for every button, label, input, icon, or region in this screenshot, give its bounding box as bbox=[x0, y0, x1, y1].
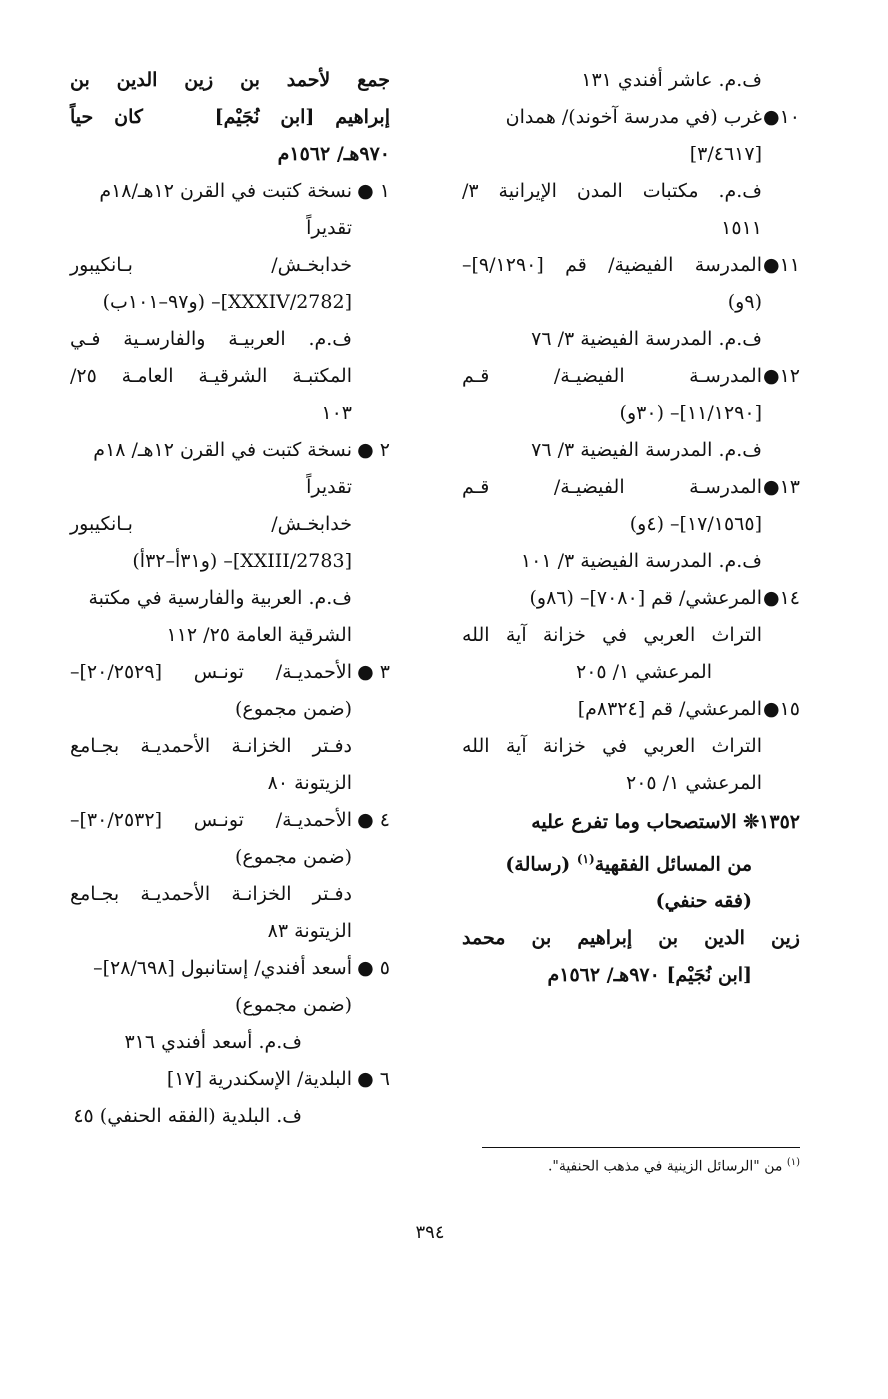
entry-location: نسخة كتبت في القرن ١٢هـ/ ١٨م bbox=[93, 439, 352, 461]
entry-reference: خدابخـش/ بـانكيبور bbox=[70, 254, 352, 276]
work-title-line-1 bbox=[462, 804, 800, 841]
entry-number: ٥ ● bbox=[357, 957, 390, 979]
entry-shelfmark: [١١/١٢٩٠]– (٣٠و) bbox=[619, 402, 762, 424]
entry-reference-cont: الزيتونة ٨٣ bbox=[267, 920, 352, 942]
footnote-number: (١) bbox=[786, 1157, 800, 1168]
manuscript-entry-12 bbox=[462, 358, 800, 469]
manuscript-entry-1 bbox=[70, 173, 390, 432]
entry-reference: ف.م. المدرسة الفيضية ٣/ ٧٦ bbox=[531, 328, 762, 350]
entry-note: (ضمن مجموع) bbox=[234, 698, 352, 720]
work-number: ١٣٥٢ bbox=[759, 811, 800, 833]
entry-folio: (٩و) bbox=[727, 291, 762, 313]
entry-location: المرعشي/ قم [٧٠٨٠]– (٨٦و) bbox=[529, 587, 762, 609]
entry-location: المدرسـة الفيضيـة/ قـم bbox=[462, 365, 762, 387]
compiler-line-1: جمع لأحمد بن زين الدين بن bbox=[70, 69, 390, 91]
entry-shelfmark: [٣/٤٦١٧] bbox=[689, 143, 762, 165]
left-column bbox=[70, 62, 390, 1135]
entry-location: غرب (في مدرسة آخوند)/ همدان bbox=[505, 106, 762, 128]
entry-reference-cont: المرعشي ١/ ٢٠٥ bbox=[576, 661, 712, 683]
entry-location: نسخة كتبت في القرن ١٢هـ/١٨م bbox=[99, 180, 352, 202]
work-type: (رسالة) bbox=[505, 853, 571, 876]
entry-location: الأحمديـة/ تونـس [٣٠/٢٥٣٢]– bbox=[70, 809, 352, 831]
work-title-line-2: من المسائل الفقهية$^{(١)}$ (رسالة) bbox=[505, 852, 752, 876]
entry-location: الأحمديـة/ تونـس [٢٠/٢٥٢٩]– bbox=[70, 661, 352, 683]
entry-reference: ف.م. المدرسة الفيضية ٣/ ٧٦ bbox=[531, 439, 762, 461]
entry-note: (ضمن مجموع) bbox=[234, 994, 352, 1016]
work-title: الاستصحاب وما تفرع عليه bbox=[531, 811, 737, 833]
manuscript-entry-10 bbox=[462, 99, 800, 247]
entry-shelfmark: [١٧/١٥٦٥]– (٤و) bbox=[629, 513, 762, 535]
footnote bbox=[482, 1152, 800, 1178]
compiler-line-2: إبراهيم [ابن نُجَيْم] كان حياً bbox=[70, 106, 390, 128]
star-icon: ❊ bbox=[743, 811, 760, 833]
entry-reference: التراث العربي في خزانة آية الله bbox=[462, 735, 762, 757]
entry-catalogue-cont: الشرقية العامة ٢٥/ ١١٢ bbox=[166, 624, 352, 646]
compiler-dates: ٩٧٠هـ/ ١٥٦٢م bbox=[277, 143, 390, 165]
manuscript-entry-4 bbox=[70, 802, 390, 950]
entry-reference: ف. البلدية (الفقه الحنفي) ٤٥ bbox=[73, 1105, 302, 1127]
entry-location: البلدية/ الإسكندرية [١٧] bbox=[166, 1068, 352, 1090]
entry-catalogue: ف.م. العربية والفارسية في مكتبة bbox=[88, 587, 352, 609]
entry-reference-cont: المرعشي ١/ ٢٠٥ bbox=[626, 772, 762, 794]
manuscript-entry-13 bbox=[462, 469, 800, 580]
manuscript-entry-5 bbox=[70, 950, 390, 1061]
entry-location: المدرسة الفيضية/ قم [٩/١٢٩٠]– bbox=[462, 254, 762, 276]
entry-note: تقديراً bbox=[306, 476, 352, 498]
entry-reference: دفـتر الخزانـة الأحمديـة بجـامع bbox=[70, 735, 352, 757]
footnote-marker: (١) bbox=[576, 852, 595, 866]
entry-number: ١١● bbox=[762, 254, 800, 276]
entry-catalogue: ف.م. العربيـة والفارسـية فـي bbox=[70, 328, 352, 350]
manuscript-entry-2 bbox=[70, 432, 390, 654]
entry-shelfmark: [2783/XXIII]– (و٣١أ–٣٢أ) bbox=[132, 550, 352, 572]
entry-note: تقديراً bbox=[306, 217, 352, 239]
entry-reference: ف.م. المدرسة الفيضية ٣/ ١٠١ bbox=[520, 550, 762, 572]
entry-location: أسعد أفندي/ إستانبول [٢٨/٦٩٨]– bbox=[93, 957, 352, 979]
manuscript-entry-6 bbox=[70, 1061, 390, 1135]
footnote-text: من "الرسائل الزينية في مذهب الحنفية". bbox=[547, 1158, 783, 1175]
entry-reference: دفـتر الخزانـة الأحمديـة بجـامع bbox=[70, 883, 352, 905]
page-number: ٣٩٤ bbox=[415, 1222, 445, 1243]
entry-number: ١ ● bbox=[357, 180, 390, 202]
entry-number: ١٣● bbox=[762, 476, 800, 498]
work-subject: (فقه حنفي) bbox=[655, 890, 752, 913]
entry-number: ٣ ● bbox=[357, 661, 390, 683]
entry-number: ١٠● bbox=[762, 106, 800, 128]
intro-reference: ف.م. عاشر أفندي ١٣١ bbox=[581, 69, 762, 91]
compiler-note bbox=[70, 62, 390, 173]
entry-reference: ف.م. مكتبات المدن الإيرانية ٣/ bbox=[462, 180, 762, 202]
entry-number: ١٢● bbox=[762, 365, 800, 387]
work-heading-1352 bbox=[462, 804, 800, 994]
work-author-dates: [ابن نُجَيْم] ٩٧٠هـ/ ١٥٦٢م bbox=[547, 964, 752, 987]
entry-note: (ضمن مجموع) bbox=[234, 846, 352, 868]
manuscript-entry-11 bbox=[462, 247, 800, 358]
entry-number: ٤ ● bbox=[357, 809, 390, 831]
footnote-divider bbox=[482, 1147, 800, 1148]
entry-catalogue-page: ١٠٣ bbox=[321, 402, 352, 424]
manuscript-entry-14 bbox=[462, 580, 800, 691]
entry-reference: التراث العربي في خزانة آية الله bbox=[462, 624, 762, 646]
entry-catalogue-cont: المكتبـة الشرقيـة العامـة ٢٥/ bbox=[70, 365, 352, 387]
entry-number: ١٤● bbox=[762, 587, 800, 609]
manuscript-entry-15 bbox=[462, 691, 800, 802]
entry-reference-cont: الزيتونة ٨٠ bbox=[267, 772, 352, 794]
entry-location: المرعشي/ قم [٨٣٢٤م] bbox=[577, 698, 762, 720]
entry-number: ١٥● bbox=[762, 698, 800, 720]
right-column bbox=[462, 62, 800, 994]
entry-reference-cont: ١٥١١ bbox=[721, 217, 762, 239]
entry-reference: خدابخـش/ بـانكيبور bbox=[70, 513, 352, 535]
entry-number: ٦ ● bbox=[357, 1068, 390, 1090]
entry-location: المدرسـة الفيضيـة/ قـم bbox=[462, 476, 762, 498]
entry-reference: ف.م. أسعد أفندي ٣١٦ bbox=[124, 1031, 302, 1053]
entry-shelfmark: [2782/XXXIV]– (و٩٧–١٠١ب) bbox=[102, 291, 352, 313]
work-author: زين الدين بن إبراهيم بن محمد bbox=[462, 927, 800, 950]
entry-number: ٢ ● bbox=[357, 439, 390, 461]
manuscript-entry-3 bbox=[70, 654, 390, 802]
